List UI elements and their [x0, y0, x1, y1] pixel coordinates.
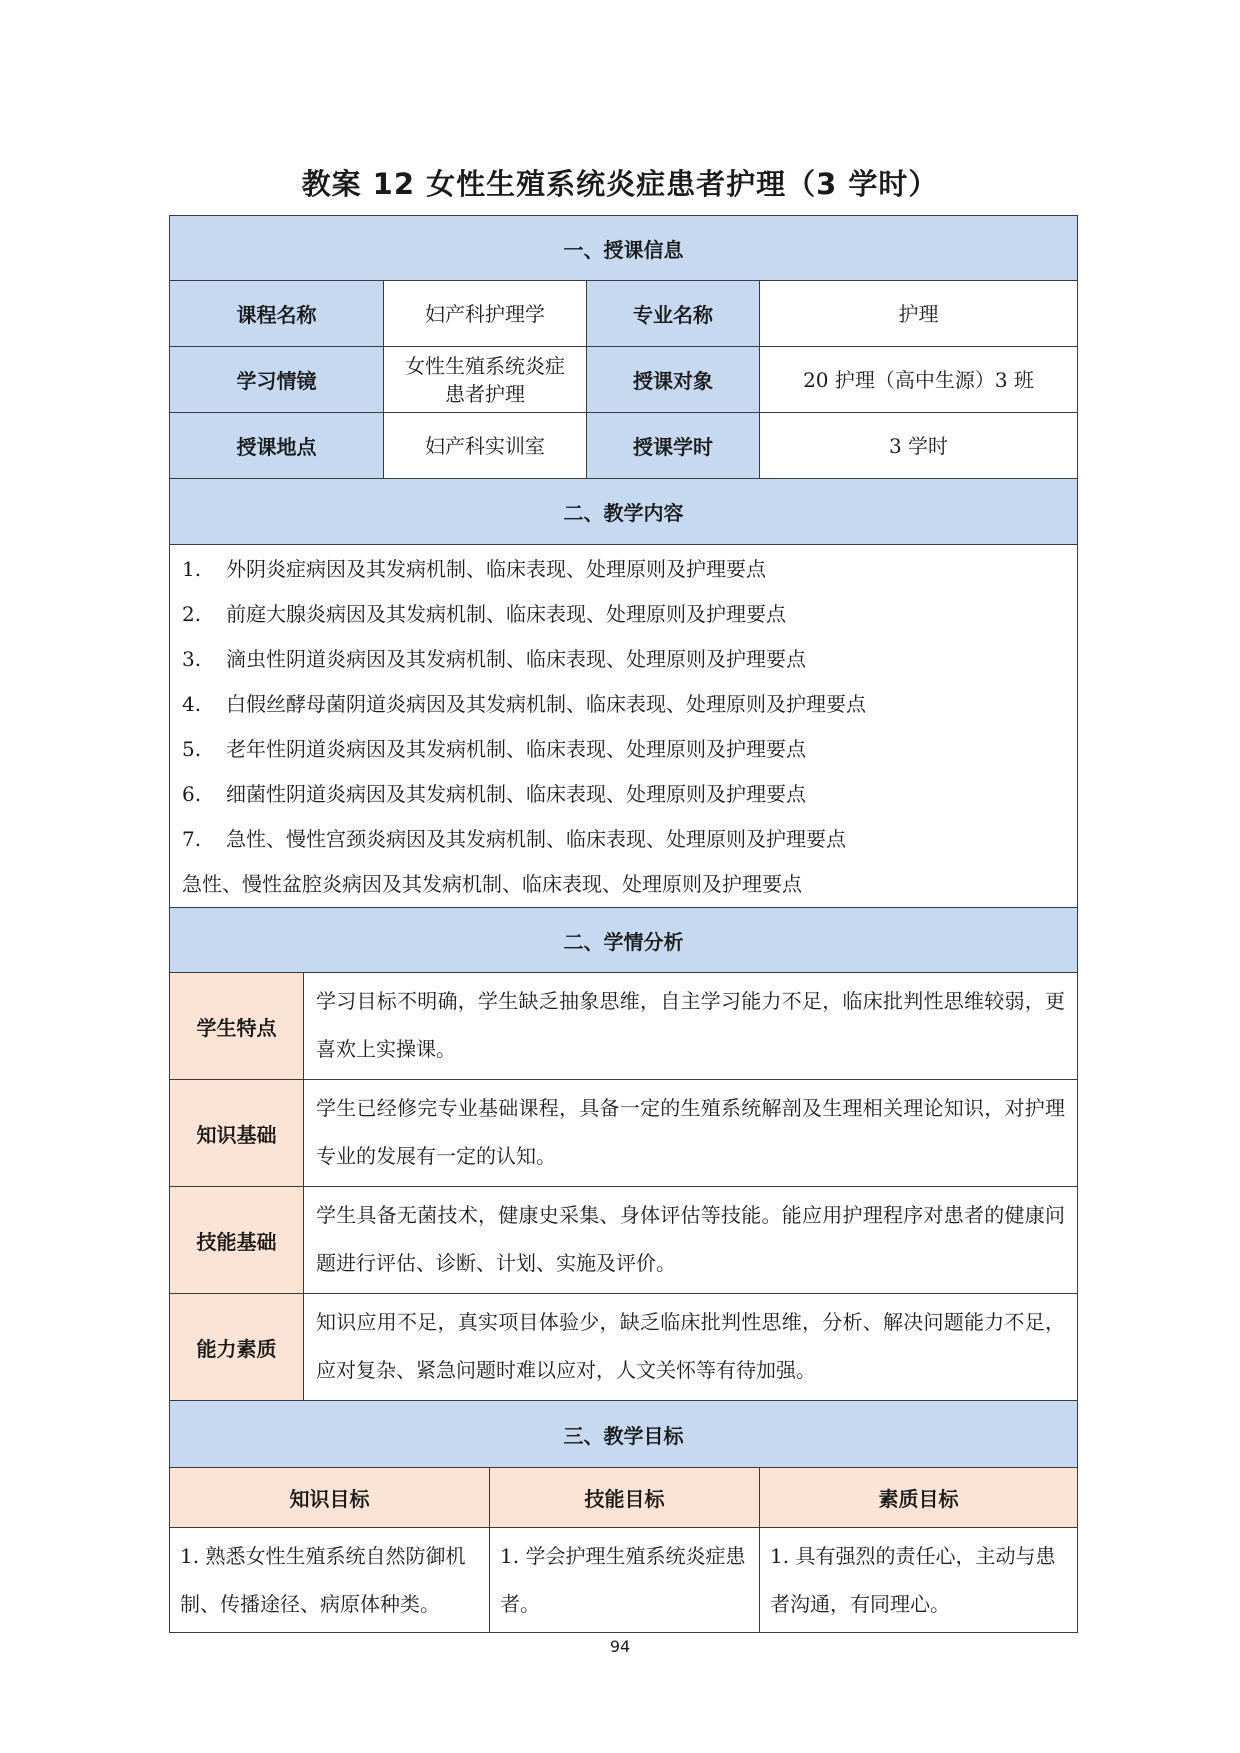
list-item: 1. 外阴炎症病因及其发病机制、临床表现、处理原则及护理要点 [182, 557, 766, 581]
info-label: 专业名称 [587, 281, 760, 347]
page-title: 教案 12 女性生殖系统炎症患者护理（3 学时） [301, 167, 939, 201]
info-value: 护理 [760, 281, 1078, 347]
analysis-text: 学生具备无菌技术，健康史采集、身体评估等技能。能应用护理程序对患者的健康问题进行评估、诊断、计划、实施及评价。 [304, 1187, 1078, 1294]
info-value: 20 护理（高中生源）3 班 [760, 347, 1078, 413]
info-label: 授课地点 [170, 413, 384, 479]
section-heading-teaching-goals: 三、教学目标 [170, 1401, 1078, 1468]
section-heading-teaching-content: 二、教学内容 [170, 479, 1078, 545]
section-heading-learner-analysis: 二、学情分析 [170, 908, 1078, 973]
list-item: 5. 老年性阴道炎病因及其发病机制、临床表现、处理原则及护理要点 [182, 737, 806, 761]
goal-skill-text: 1. 学会护理生殖系统炎症患者。 [490, 1528, 760, 1633]
info-value: 妇产科实训室 [384, 413, 587, 479]
info-value: 妇产科护理学 [384, 281, 587, 347]
list-item: 4. 白假丝酵母菌阴道炎病因及其发病机制、临床表现、处理原则及护理要点 [182, 692, 866, 716]
info-value: 女性生殖系统炎症患者护理 [384, 347, 587, 413]
analysis-text: 知识应用不足，真实项目体验少，缺乏临床批判性思维，分析、解决问题能力不足，应对复杂、紧急问题时难以应对，人文关怀等有待加强。 [304, 1294, 1078, 1401]
list-item: 急性、慢性盆腔炎病因及其发病机制、临床表现、处理原则及护理要点 [182, 872, 802, 896]
analysis-label: 知识基础 [170, 1080, 304, 1187]
info-label: 课程名称 [170, 281, 384, 347]
analysis-label: 技能基础 [170, 1187, 304, 1294]
list-item: 2. 前庭大腺炎病因及其发病机制、临床表现、处理原则及护理要点 [182, 602, 786, 626]
section-heading-teaching-info: 一、授课信息 [170, 216, 1078, 281]
analysis-text: 学生已经修完专业基础课程，具备一定的生殖系统解剖及生理相关理论知识，对护理专业的发展有一定的认知。 [304, 1080, 1078, 1187]
content-list [170, 545, 1078, 908]
page-number: 94 [609, 1637, 631, 1656]
analysis-text: 学习目标不明确，学生缺乏抽象思维，自主学习能力不足，临床批判性思维较弱，更喜欢上实操课。 [304, 973, 1078, 1080]
info-label: 授课对象 [587, 347, 760, 413]
analysis-label: 能力素质 [170, 1294, 304, 1401]
goal-knowledge-text: 1. 熟悉女性生殖系统自然防御机制、传播途径、病原体种类。 [170, 1528, 490, 1633]
goal-header-skill: 技能目标 [490, 1468, 760, 1528]
goal-header-knowledge: 知识目标 [170, 1468, 490, 1528]
goal-quality-text: 1. 具有强烈的责任心，主动与患者沟通，有同理心。 [760, 1528, 1078, 1633]
info-value: 3 学时 [760, 413, 1078, 479]
lesson-plan-table [169, 215, 1078, 1633]
list-item: 7. 急性、慢性宫颈炎病因及其发病机制、临床表现、处理原则及护理要点 [182, 827, 846, 851]
info-label: 学习情镜 [170, 347, 384, 413]
list-item: 3. 滴虫性阴道炎病因及其发病机制、临床表现、处理原则及护理要点 [182, 647, 806, 671]
info-label: 授课学时 [587, 413, 760, 479]
list-item: 6. 细菌性阴道炎病因及其发病机制、临床表现、处理原则及护理要点 [182, 782, 806, 806]
goal-header-quality: 素质目标 [760, 1468, 1078, 1528]
analysis-label: 学生特点 [170, 973, 304, 1080]
